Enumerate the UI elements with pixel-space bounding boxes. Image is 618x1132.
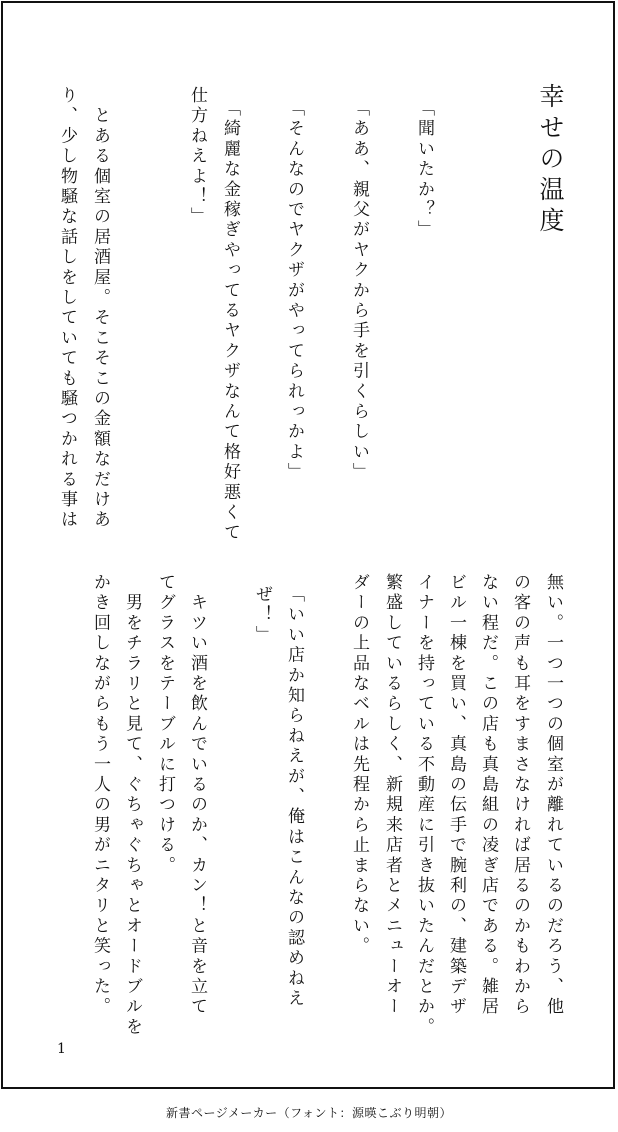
text-column: ダーの上品なベルは先程から止まらない。 xyxy=(349,573,369,957)
text-column: 男をチラリと見て、ぐちゃぐちゃとオードブルを xyxy=(122,573,142,1038)
text-column: とある個室の居酒屋。そこそこの金額なだけあ xyxy=(90,86,110,531)
text-column: 「ああ、親父がヤクから手を引くらしい」 xyxy=(349,99,369,483)
text-column: イナーを持っている不動産に引き抜いたんだとか。 xyxy=(414,573,434,1038)
text-column: ない程だ。この店も真島組の凌ぎ店である。雑居 xyxy=(478,573,498,1018)
text-column: ぜ！」 xyxy=(252,585,272,646)
chapter-title: 幸せの温度 xyxy=(536,83,565,238)
text-column: キツい酒を飲んでいるのか、カン！と音を立て xyxy=(187,573,207,1018)
text-column: 繁盛しているらしく、新規来店者とメニューオー xyxy=(382,573,402,1018)
text-column: 「聞いたか？」 xyxy=(414,99,434,241)
text-column: の客の声も耳をすまさなければ居るのかもわから xyxy=(510,573,530,1018)
page xyxy=(1,1,615,1089)
page-number: 1 xyxy=(57,1041,66,1057)
text-column: 「いい店か知らねえが、俺はこんなの認めねえ xyxy=(284,585,304,1010)
text-column: ビル一棟を買い、真島の伝手で腕利の、建築デザ xyxy=(446,573,466,1018)
text-column: 「綺麗な金稼ぎやってるヤクザなんて格好悪くて xyxy=(220,99,240,544)
text-column: てグラスをテーブルに打つける。 xyxy=(155,573,175,876)
text-column: 無い。一つ一つの個室が離れているのだろう、他 xyxy=(543,573,563,1018)
text-column: かき回しながらもう一人の男がニタリと笑った。 xyxy=(90,573,110,1018)
footer-caption: 新書ページメーカー（フォント：源暎こぶり明朝） xyxy=(165,1106,453,1120)
text-column: 「そんなのでヤクザがやってられっかよ」 xyxy=(284,99,304,483)
text-column: 仕方ねえよ！」 xyxy=(187,86,207,228)
text-column: り、少し物騒な話しをしていても騒つかれる事は xyxy=(57,86,77,531)
